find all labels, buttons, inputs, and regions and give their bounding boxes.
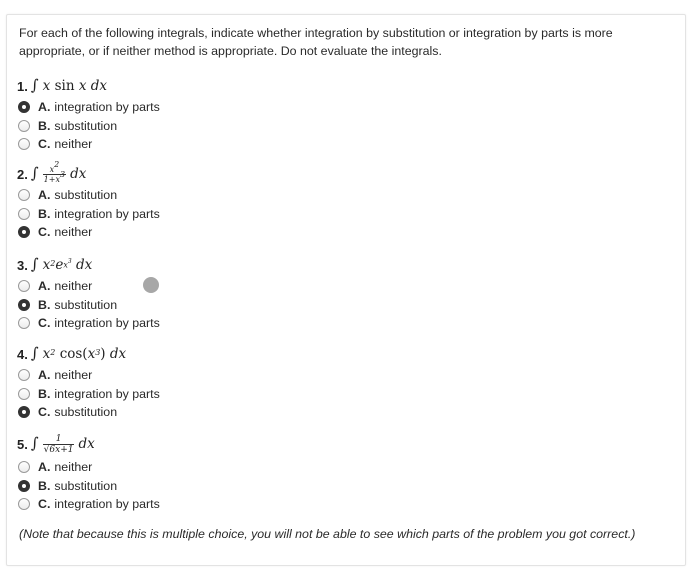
question-5-header xyxy=(17,430,637,458)
option-b[interactable]: B. substitution xyxy=(18,117,637,136)
question-1 xyxy=(17,74,637,154)
radio-button[interactable] xyxy=(18,189,30,201)
question-4 xyxy=(17,342,637,422)
question-number: 4. xyxy=(17,346,28,362)
radio-button[interactable] xyxy=(18,299,30,311)
option-c[interactable]: C. neither xyxy=(18,135,637,154)
integral-expression: ∫ x $^2$ cos( x $^3$ ) dx xyxy=(30,344,127,362)
question-panel xyxy=(6,14,686,566)
question-3-header xyxy=(17,253,637,277)
radio-button[interactable] xyxy=(18,208,30,220)
question-number: 2. xyxy=(17,166,28,182)
integral-expression: ∫ $\frac{1}{√6x+1}$ dx xyxy=(30,433,95,455)
radio-button[interactable] xyxy=(18,388,30,400)
question-number: 3. xyxy=(17,257,28,273)
option-a[interactable]: A. neither xyxy=(18,366,637,385)
question-number: 5. xyxy=(17,436,28,452)
option-c[interactable]: C. substitution xyxy=(18,403,637,422)
option-b[interactable]: B. integration by parts xyxy=(18,205,637,224)
radio-button[interactable] xyxy=(18,101,30,113)
question-5 xyxy=(17,430,637,514)
question-2-header xyxy=(17,159,637,186)
instructions-text: For each of the following integrals, indicate whether integration by substitution or integration by parts is more appropriate, or if neither method is appropriate. Do not evaluate the integrals. xyxy=(19,26,613,58)
integral-expression: ∫ x $^2$ e $^{x^3}$ dx xyxy=(30,255,93,273)
radio-button[interactable] xyxy=(18,120,30,132)
radio-button[interactable] xyxy=(18,280,30,292)
question-4-header xyxy=(17,342,637,366)
radio-button[interactable] xyxy=(18,317,30,329)
option-a[interactable]: A. neither xyxy=(18,277,637,296)
question-1-header xyxy=(17,74,637,98)
question-3 xyxy=(17,253,637,333)
cursor-indicator xyxy=(143,277,159,293)
radio-button[interactable] xyxy=(18,406,30,418)
radio-button[interactable] xyxy=(18,498,30,510)
question-number: 1. xyxy=(17,78,28,94)
option-b[interactable]: B. integration by parts xyxy=(18,385,637,404)
radio-button[interactable] xyxy=(18,480,30,492)
option-b[interactable]: B. substitution xyxy=(18,296,637,315)
radio-button[interactable] xyxy=(18,369,30,381)
integral-expression: ∫ x sin x dx xyxy=(30,76,107,94)
radio-button[interactable] xyxy=(18,461,30,473)
radio-button[interactable] xyxy=(18,226,30,238)
option-b[interactable]: B. substitution xyxy=(18,477,637,496)
radio-button[interactable] xyxy=(18,138,30,150)
option-a[interactable]: A. substitution xyxy=(18,186,637,205)
footnote: (Note that because this is multiple choice, you will not be able to see which parts of the problem you got correct.) xyxy=(19,527,636,541)
question-2 xyxy=(17,159,637,242)
option-c[interactable]: C. integration by parts xyxy=(18,314,637,333)
integral-expression: ∫ $\frac{x^2}{1+x^3}$ dx xyxy=(30,159,87,184)
option-a[interactable]: A. neither xyxy=(18,458,637,477)
option-a[interactable]: A. integration by parts xyxy=(18,98,637,117)
option-c[interactable]: C. integration by parts xyxy=(18,495,637,514)
option-c[interactable]: C. neither xyxy=(18,223,637,242)
